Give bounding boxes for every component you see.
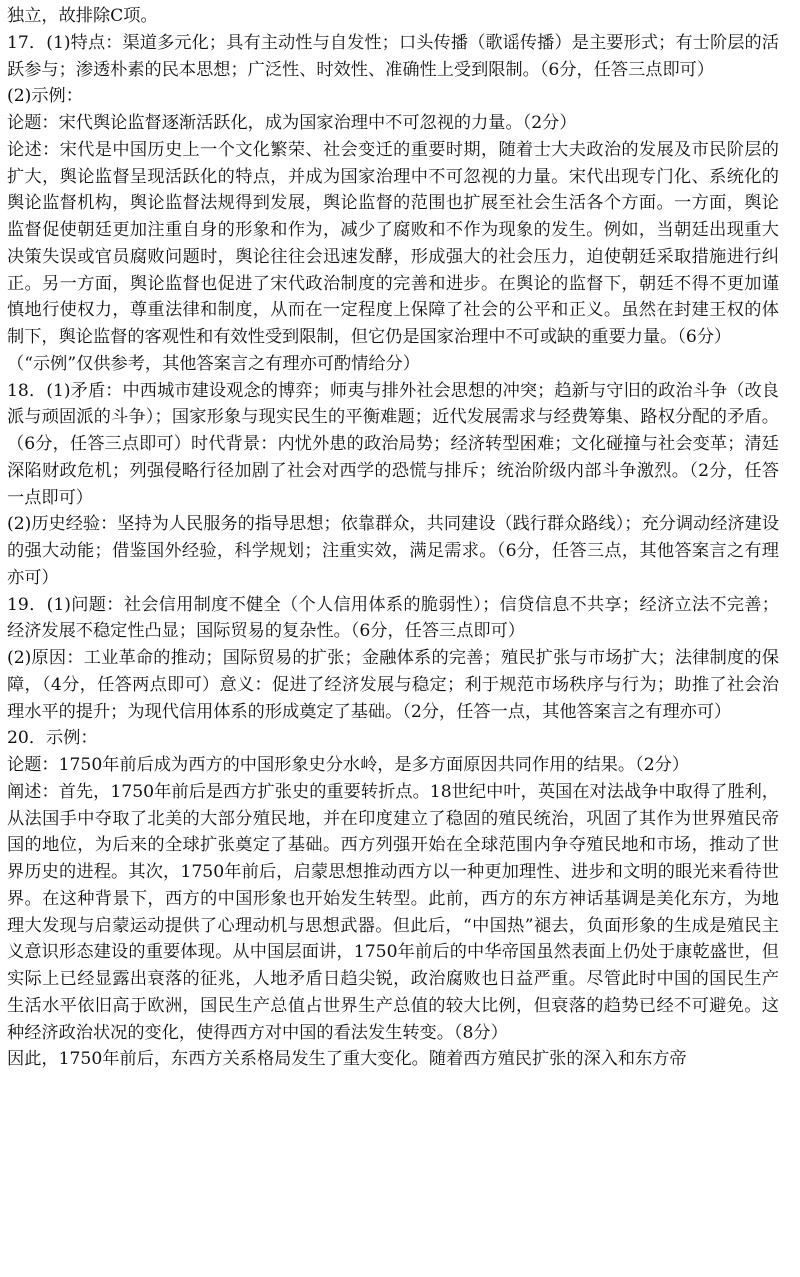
paragraph-q20-thesis: 论题：1750年前后成为西方的中国形象史分水岭，是多方面原因共同作用的结果。（2分） — [7, 755, 690, 775]
paragraph-q20-elaboration: 阐述：首先，1750年前后是西方扩张史的重要转折点。18世纪中叶，英国在对法战争中取得了胜利，从法国手中夺取了北美的大部分殖民地，并在印度建立了稳固的殖民统治，巩固了其作为世界殖民帝国的地位，为后来的全球扩张奠定了基础。西方列强开始在全球范围内争夺殖民地和市场，推动了世界历史的进程。其次，1750年前后，启蒙思想推动西方以一种更加理性、进步和文明的眼光来看待世界。在这种背景下，西方的中国形象也开始发生转型。此前，西方的东方神话基调是美化东方，为地理大发现与启蒙运动提供了心理动机与思想武器。但此后，“中国热”褪去，负面形象的生成是殖民主义意识形态建设的重要体现。从中国层面讲，1750年前后的中华帝国虽然表面上仍处于康乾盛世，但实际上已经显露出衰落的征兆，人地矛盾日趋尖锐，政治腐败也日益严重。尽管此时中国的国民生产生活水平依旧高于欧洲，国民生产总值占世界生产总值的较大比例，但衰落的趋势已经不可避免。这种经济政治状况的变化，使得西方对中国的看法发生转变。（8分） — [7, 781, 779, 1043]
paragraph-q20-conclusion: 因此，1750年前后，东西方关系格局发生了重大变化。随着西方殖民扩张的深入和东方帝 — [7, 1049, 687, 1070]
paragraph-q17-argument: 论述：宋代是中国历史上一个文化繁荣、社会变迁的重要时期，随着士大夫政治的发展及市民阶层的扩大，舆论监督呈现活跃化的特点，并成为国家治理中不可忽视的力量。宋代出现专门化、系统化的舆论监督机构，舆论监督法规得到发展，舆论监督的范围也扩展至社会生活各个方面。一方面，舆论监督促使朝廷更加注重自身的形象和作为，减少了腐败和不作为现象的发生。例如，当朝廷出现重大决策失误或官员腐败问题时，舆论往往会迅速发酵，形成强大的社会压力，迫使朝廷采取措施进行纠正。另一方面，舆论监督也促进了宋代政治制度的完善和进步。在舆论的监督下，朝廷不得不更加谨慎地行使权力，尊重法律和制度，从而在一定程度上保障了社会的公平和正义。虽然在封建王权的体制下，舆论监督的客观性和有效性受到限制，但它仍是国家治理中不可或缺的重要力量。（6分） — [7, 139, 779, 347]
paragraph-q18-part1: 18．(1)矛盾：中西城市建设观念的博弈；师夷与排外社会思想的冲突；趋新与守旧的政治斗争（改良派与顽固派的斗争）；国家形象与现实民生的平衡难题；近代发展需求与经费筹集、路权分配的矛盾。（6分，任答三点即可）时代背景：内忧外患的政治局势；经济转型困难；文化碰撞与社会变革；清廷深陷财政危机；列强侵略行径加剧了社会对西学的恐慌与排斥；统治阶级内部斗争激烈。（2分，任答一点即可） — [7, 380, 779, 508]
paragraph-q17-part2-header: (2)示例： — [7, 86, 83, 107]
paragraph-q16-tail: 独立，故排除C项。 — [7, 6, 158, 26]
paragraph-q18-part2: (2)历史经验：坚持为人民服务的指导思想；依靠群众，共同建设（践行群众路线）；充分调动经济建设的强大动能；借鉴国外经验，科学规划；注重实效，满足需求。（6分，任答三点，其他答案言之有理亦可） — [7, 514, 780, 588]
paragraph-q19-part1: 19．(1)问题：社会信用制度不健全（个人信用体系的脆弱性）；信贷信息不共享；经济立法不完善；经济发展不稳定性凸显；国际贸易的复杂性。（6分，任答三点即可） — [7, 594, 779, 642]
answer-document — [7, 3, 779, 1073]
paragraph-q17-note: （“示例”仅供参考，其他答案言之有理亦可酌情给分） — [7, 353, 420, 374]
paragraph-q20-header: 20．示例： — [7, 728, 98, 749]
paragraph-q19-part2: (2)原因：工业革命的推动；国际贸易的扩张；金融体系的完善；殖民扩张与市场扩大；法律制度的保障，（4分，任答两点即可）意义：促进了经济发展与稳定；利于规范市场秩序与行为；助推了社会治理水平的提升；为现代信用体系的形成奠定了基础。（2分，任答一点，其他答案言之有理亦可） — [7, 648, 779, 722]
paragraph-q17-part1: 17．(1)特点：渠道多元化；具有主动性与自发性；口头传播（歌谣传播）是主要形式；有士阶层的活跃参与；渗透朴素的民本思想；广泛性、时效性、准确性上受到限制。（6分，任答三点即可） — [7, 32, 779, 80]
paragraph-q17-thesis: 论题：宋代舆论监督逐渐活跃化，成为国家治理中不可忽视的力量。（2分） — [7, 113, 577, 133]
